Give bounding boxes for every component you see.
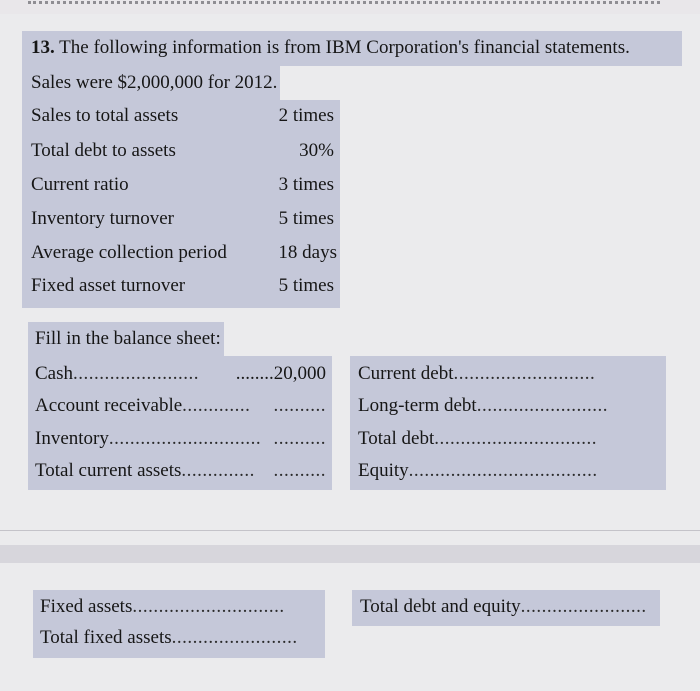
ratio-label: Fixed asset turnover xyxy=(31,275,186,296)
row-label: Cash xyxy=(35,363,73,384)
balance-row xyxy=(358,362,595,386)
balance-row xyxy=(358,459,598,483)
row-label: Current debt xyxy=(358,363,454,384)
blank-value: .......... xyxy=(273,460,326,481)
ratio-value: 3 times xyxy=(278,174,334,195)
leader-dots: .............. xyxy=(181,460,255,481)
cash-value: ........20,000 xyxy=(235,363,326,384)
leader-dots: .................................... xyxy=(408,460,598,481)
leader-dots: ............................... xyxy=(434,428,597,449)
ratio-value: 5 times xyxy=(278,208,334,229)
balance-row xyxy=(40,595,285,619)
row-label: Total fixed assets xyxy=(40,627,172,648)
row-label: Account receivable xyxy=(35,395,183,416)
question-number: 13. xyxy=(31,37,55,58)
leader-dots: ........................... xyxy=(453,363,596,384)
balance-row xyxy=(35,362,199,386)
row-label: Inventory xyxy=(35,428,109,449)
page-separator-band xyxy=(0,545,700,563)
document-page xyxy=(0,14,700,691)
leader-dots: ............................. xyxy=(132,596,285,617)
row-label: Equity xyxy=(358,460,409,481)
top-dotted-rule xyxy=(28,1,660,4)
question-text: The following information is from IBM Corporation's financial statements. xyxy=(59,37,630,58)
divider-top-line xyxy=(0,530,700,531)
row-label: Fixed assets xyxy=(40,596,133,617)
ratio-value: 18 days xyxy=(278,242,337,263)
row-label: Total debt xyxy=(358,428,435,449)
balance-row xyxy=(35,459,255,483)
ratio-label: Total debt to assets xyxy=(31,140,176,161)
ratio-value: 30% xyxy=(299,140,334,161)
balance-row xyxy=(40,626,298,650)
leader-dots: ........................ xyxy=(171,627,298,648)
ratio-value: 5 times xyxy=(278,275,334,296)
ratio-value: 2 times xyxy=(278,105,334,126)
row-label: Total current assets xyxy=(35,460,182,481)
balance-row xyxy=(358,394,608,418)
blank-value: .......... xyxy=(273,395,326,416)
ratio-label: Inventory turnover xyxy=(31,208,174,229)
ratio-label: Average collection period xyxy=(31,242,227,263)
row-label: Total debt and equity xyxy=(360,596,521,617)
balance-row xyxy=(360,595,647,619)
ratio-label: Sales to total assets xyxy=(31,105,179,126)
balance-row xyxy=(358,427,597,451)
leader-dots: ............................. xyxy=(108,428,262,449)
balance-row xyxy=(35,394,250,418)
leader-dots: ......................... xyxy=(476,395,608,416)
row-label: Long-term debt xyxy=(358,395,477,416)
balance-row xyxy=(35,427,261,451)
balance-sheet-heading: Fill in the balance sheet: xyxy=(35,328,221,349)
leader-dots: ............. xyxy=(182,395,251,416)
question-title xyxy=(31,36,630,60)
sales-line: Sales were $2,000,000 for 2012. xyxy=(31,72,278,93)
leader-dots: ........................ xyxy=(73,363,199,384)
blank-value: .......... xyxy=(273,428,326,449)
leader-dots: ........................ xyxy=(520,596,647,617)
ratio-label: Current ratio xyxy=(31,174,129,195)
